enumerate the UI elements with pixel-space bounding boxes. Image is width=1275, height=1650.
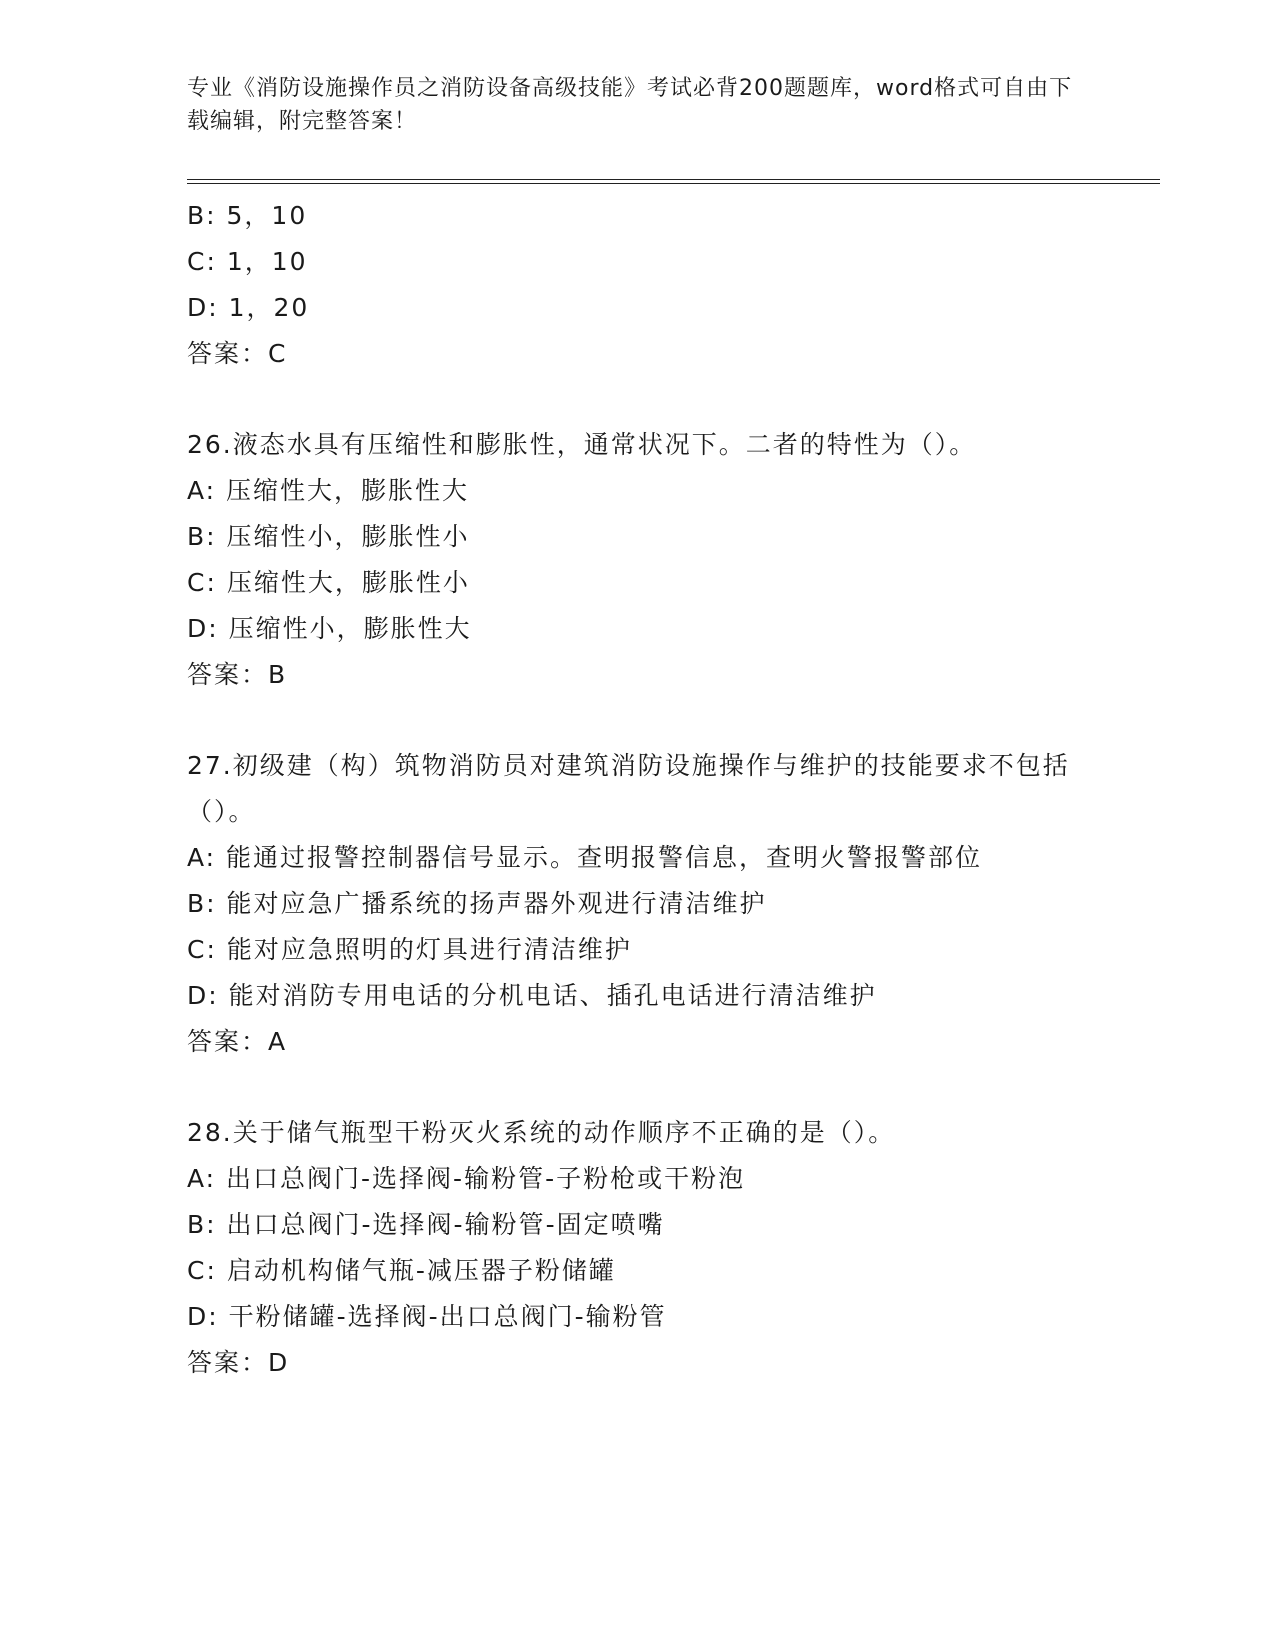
option-c: C: 1，10 xyxy=(187,247,308,276)
question-28 xyxy=(187,1110,1087,1386)
question-stem: 27.初级建（构）筑物消防员对建筑消防设施操作与维护的技能要求不包括（）。 xyxy=(187,751,1070,826)
question-stem: 26.液态水具有压缩性和膨胀性，通常状况下。二者的特性为（）。 xyxy=(187,430,977,459)
option-d: D: 干粉储罐-选择阀-出口总阀门-输粉管 xyxy=(187,1302,667,1331)
option-b: B: 能对应急广播系统的扬声器外观进行清洁维护 xyxy=(187,889,767,918)
option-c: C: 启动机构储气瓶-减压器子粉储罐 xyxy=(187,1256,616,1285)
spacer xyxy=(187,698,1087,743)
spacer xyxy=(187,1065,1087,1110)
option-b: B: 出口总阀门-选择阀-输粉管-固定喷嘴 xyxy=(187,1210,665,1239)
previous-question-fragment xyxy=(187,193,1087,377)
question-list xyxy=(187,193,1087,1386)
option-c: C: 能对应急照明的灯具进行清洁维护 xyxy=(187,935,632,964)
question-27 xyxy=(187,743,1087,1065)
question-26 xyxy=(187,422,1087,698)
header-divider xyxy=(187,179,1160,184)
option-d: D: 能对消防专用电话的分机电话、插孔电话进行清洁维护 xyxy=(187,981,877,1010)
spacer xyxy=(187,377,1087,422)
answer-label: 答案：C xyxy=(187,339,288,368)
option-b: B: 压缩性小，膨胀性小 xyxy=(187,522,470,551)
option-b: B: 5，10 xyxy=(187,201,308,230)
answer-label: 答案：A xyxy=(187,1027,288,1056)
option-c: C: 压缩性大，膨胀性小 xyxy=(187,568,470,597)
option-d: D: 1，20 xyxy=(187,293,310,322)
document-header: 专业《消防设施操作员之消防设备高级技能》考试必背200题题库，word格式可自由下载编辑，附完整答案！ xyxy=(187,76,1073,134)
question-stem: 28.关于储气瓶型干粉灭火系统的动作顺序不正确的是（）。 xyxy=(187,1118,896,1147)
option-a: A: 出口总阀门-选择阀-输粉管-子粉枪或干粉泡 xyxy=(187,1164,746,1193)
answer-label: 答案：B xyxy=(187,660,288,689)
option-a: A: 压缩性大，膨胀性大 xyxy=(187,476,470,505)
option-a: A: 能通过报警控制器信号显示。查明报警信息，查明火警报警部位 xyxy=(187,843,983,872)
option-d: D: 压缩性小，膨胀性大 xyxy=(187,614,472,643)
answer-label: 答案：D xyxy=(187,1348,290,1377)
